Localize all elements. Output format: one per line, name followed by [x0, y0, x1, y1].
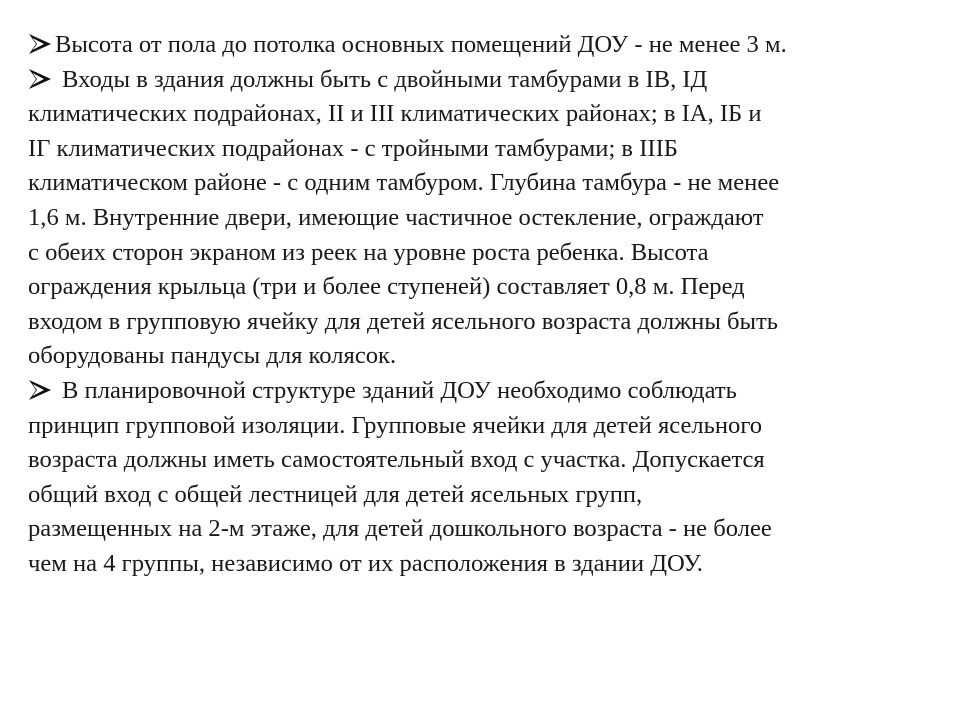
- bullet-line: размещенных на 2-м этаже, для детей дошкольного возраста - не более: [28, 515, 772, 543]
- bullet-line: общий вход с общей лестницей для детей ясельных групп,: [28, 480, 643, 508]
- bullet-text: Входы в здания должны быть с двойными тамбурами в IВ, IД: [62, 65, 708, 93]
- bullet-line: 1,6 м. Внутренние двери, имеющие частичное остекление, ограждают: [28, 203, 764, 231]
- bullet-item-1: [28, 28, 928, 63]
- bullet-line: с обеих сторон экраном из реек на уровне роста ребенка. Высота: [28, 238, 709, 266]
- arrowhead-bullet-icon: [28, 33, 52, 55]
- bullet-line: оборудованы пандусы для колясок.: [28, 342, 397, 370]
- bullet-line: климатическом районе - с одним тамбуром. Глубина тамбура - не менее: [28, 169, 780, 197]
- bullet-line: принцип групповой изоляции. Групповые ячейки для детей ясельного: [28, 411, 763, 439]
- bullet-line: [28, 374, 928, 409]
- bullet-line: IГ климатических подрайонах - с тройными тамбурами; в IIIБ: [28, 134, 678, 162]
- bullet-line: входом в групповую ячейку для детей ясельного возраста должны быть: [28, 307, 778, 335]
- bullet-line: ограждения крыльца (три и более ступеней) составляет 0,8 м. Перед: [28, 273, 745, 301]
- bullet-text: Высота от пола до потолка основных помещений ДОУ - не менее 3 м.: [55, 31, 787, 58]
- bullet-text: В планировочной структуре зданий ДОУ необходимо соблюдать: [62, 376, 737, 404]
- bullet-item-2: [28, 63, 928, 374]
- slide-body: [28, 28, 928, 582]
- bullet-line: возраста должны иметь самостоятельный вход с участка. Допускается: [28, 446, 765, 474]
- arrowhead-bullet-icon: [28, 68, 52, 90]
- bullet-line: чем на 4 группы, независимо от их расположения в здании ДОУ.: [28, 549, 703, 577]
- bullet-item-3: [28, 374, 928, 582]
- bullet-line: климатических подрайонах, II и III климатических районах; в IА, IБ и: [28, 100, 762, 128]
- arrowhead-bullet-icon: [28, 379, 52, 401]
- bullet-line: [28, 28, 928, 63]
- bullet-line: [28, 63, 928, 98]
